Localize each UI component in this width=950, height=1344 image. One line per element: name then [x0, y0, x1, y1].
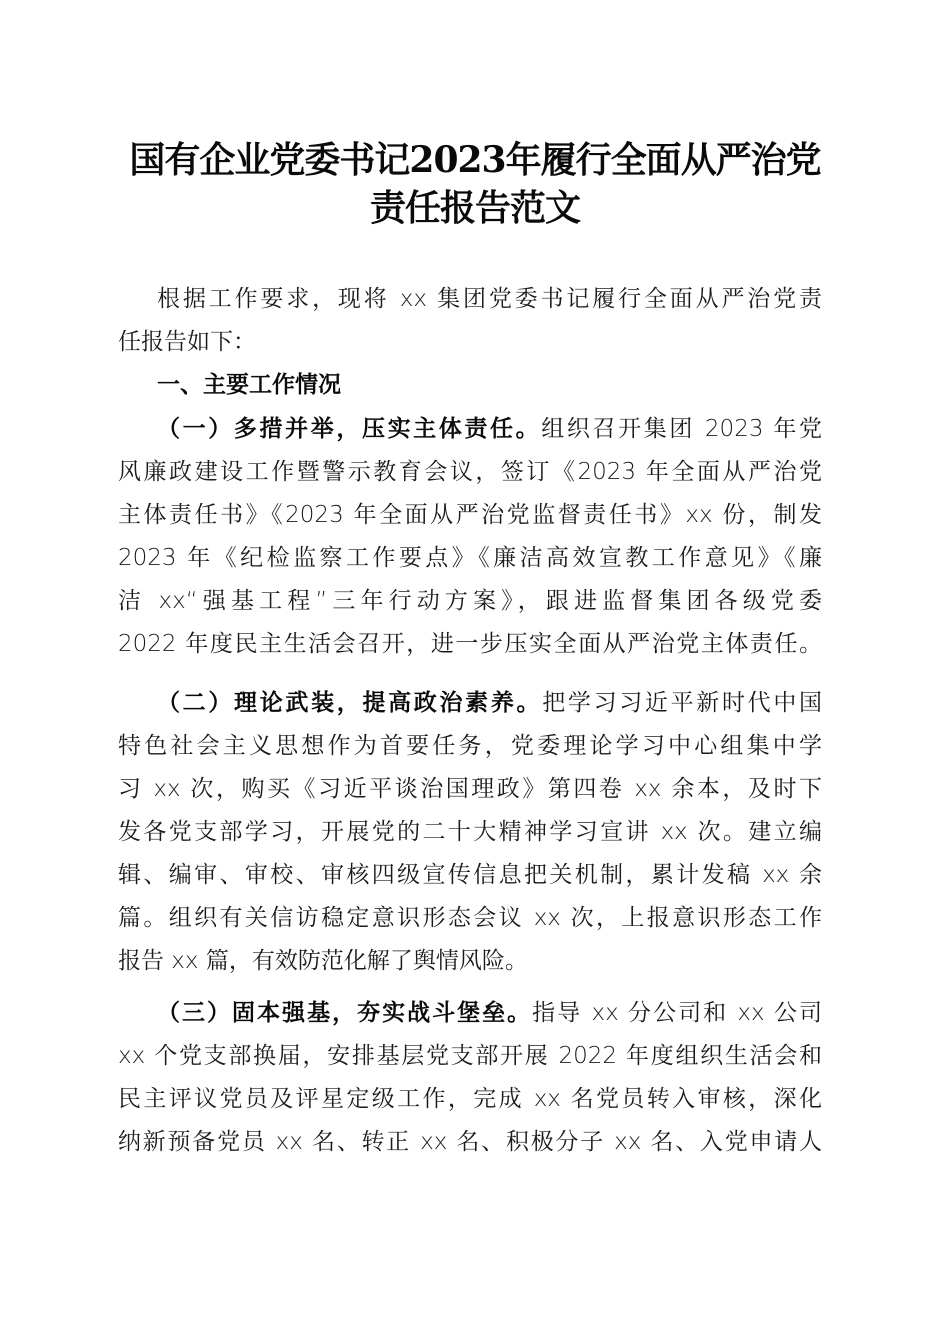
section-heading-main-work: 一、主要工作情况 [157, 372, 341, 398]
sub2-line: 特色社会主义思想作为首要任务，党委理论学习中心组集中学 [118, 733, 822, 759]
sub1-first-line [157, 414, 822, 444]
sub1-line: 2022 年度民主生活会召开，进一步压实全面从严治党主体责任。 [118, 631, 822, 657]
sub3-first-line [157, 998, 822, 1028]
sub3-line: 纳新预备党员 xx 名、转正 xx 名、积极分子 xx 名、入党申请人 [118, 1129, 822, 1155]
sub2-first-line [157, 688, 822, 718]
sub2-line: 习 xx 次，购买《习近平谈治国理政》第四卷 xx 余本，及时下 [118, 776, 822, 802]
sub3-lead: （三）固本强基，夯实战斗堡垒。 [157, 1000, 533, 1026]
sub3-line: xx 个党支部换届，安排基层党支部开展 2022 年度组织生活会和 [118, 1043, 822, 1069]
sub1-line: 风廉政建设工作暨警示教育会议，签订《2023 年全面从严治党 [118, 459, 822, 485]
sub2-first-line-rest: 把学习习近平新时代中国 [542, 690, 823, 716]
sub2-line: 发各党支部学习，开展党的二十大精神学习宣讲 xx 次。建立编 [118, 819, 822, 845]
intro-line-1: 根据工作要求，现将 xx 集团党委书记履行全面从严治党责 [157, 286, 822, 312]
sub2-line: 报告 xx 篇，有效防范化解了舆情风险。 [118, 948, 528, 974]
document-title-line-2: 责任报告范文 [369, 187, 580, 229]
sub1-lead: （一）多措并举，压实主体责任。 [157, 416, 542, 442]
sub1-first-line-rest: 组织召开集团 2023 年党 [541, 416, 823, 442]
sub1-line: 2023 年《纪检监察工作要点》《廉洁高效宣教工作意见》《廉 [118, 545, 822, 571]
sub1-line: 主体责任书》《2023 年全面从严治党监督责任书》xx 份，制发 [118, 502, 822, 528]
intro-line-2: 任报告如下： [118, 329, 256, 355]
document-title-line-1: 国有企业党委书记2023年履行全面从严治党 [129, 139, 821, 181]
sub2-line: 辑、编审、审校、审核四级宣传信息把关机制，累计发稿 xx 余 [118, 862, 822, 888]
sub1-line: 洁 xx“强基工程”三年行动方案》，跟进监督集团各级党委 [118, 588, 822, 614]
sub3-line: 民主评议党员及评星定级工作，完成 xx 名党员转入审核，深化 [118, 1086, 822, 1112]
sub3-first-line-rest: 指导 xx 分公司和 xx 公司 [532, 1000, 822, 1026]
sub2-lead: （二）理论武装，提高政治素养。 [157, 690, 543, 716]
sub2-line: 篇。组织有关信访稳定意识形态会议 xx 次，上报意识形态工作 [118, 905, 822, 931]
